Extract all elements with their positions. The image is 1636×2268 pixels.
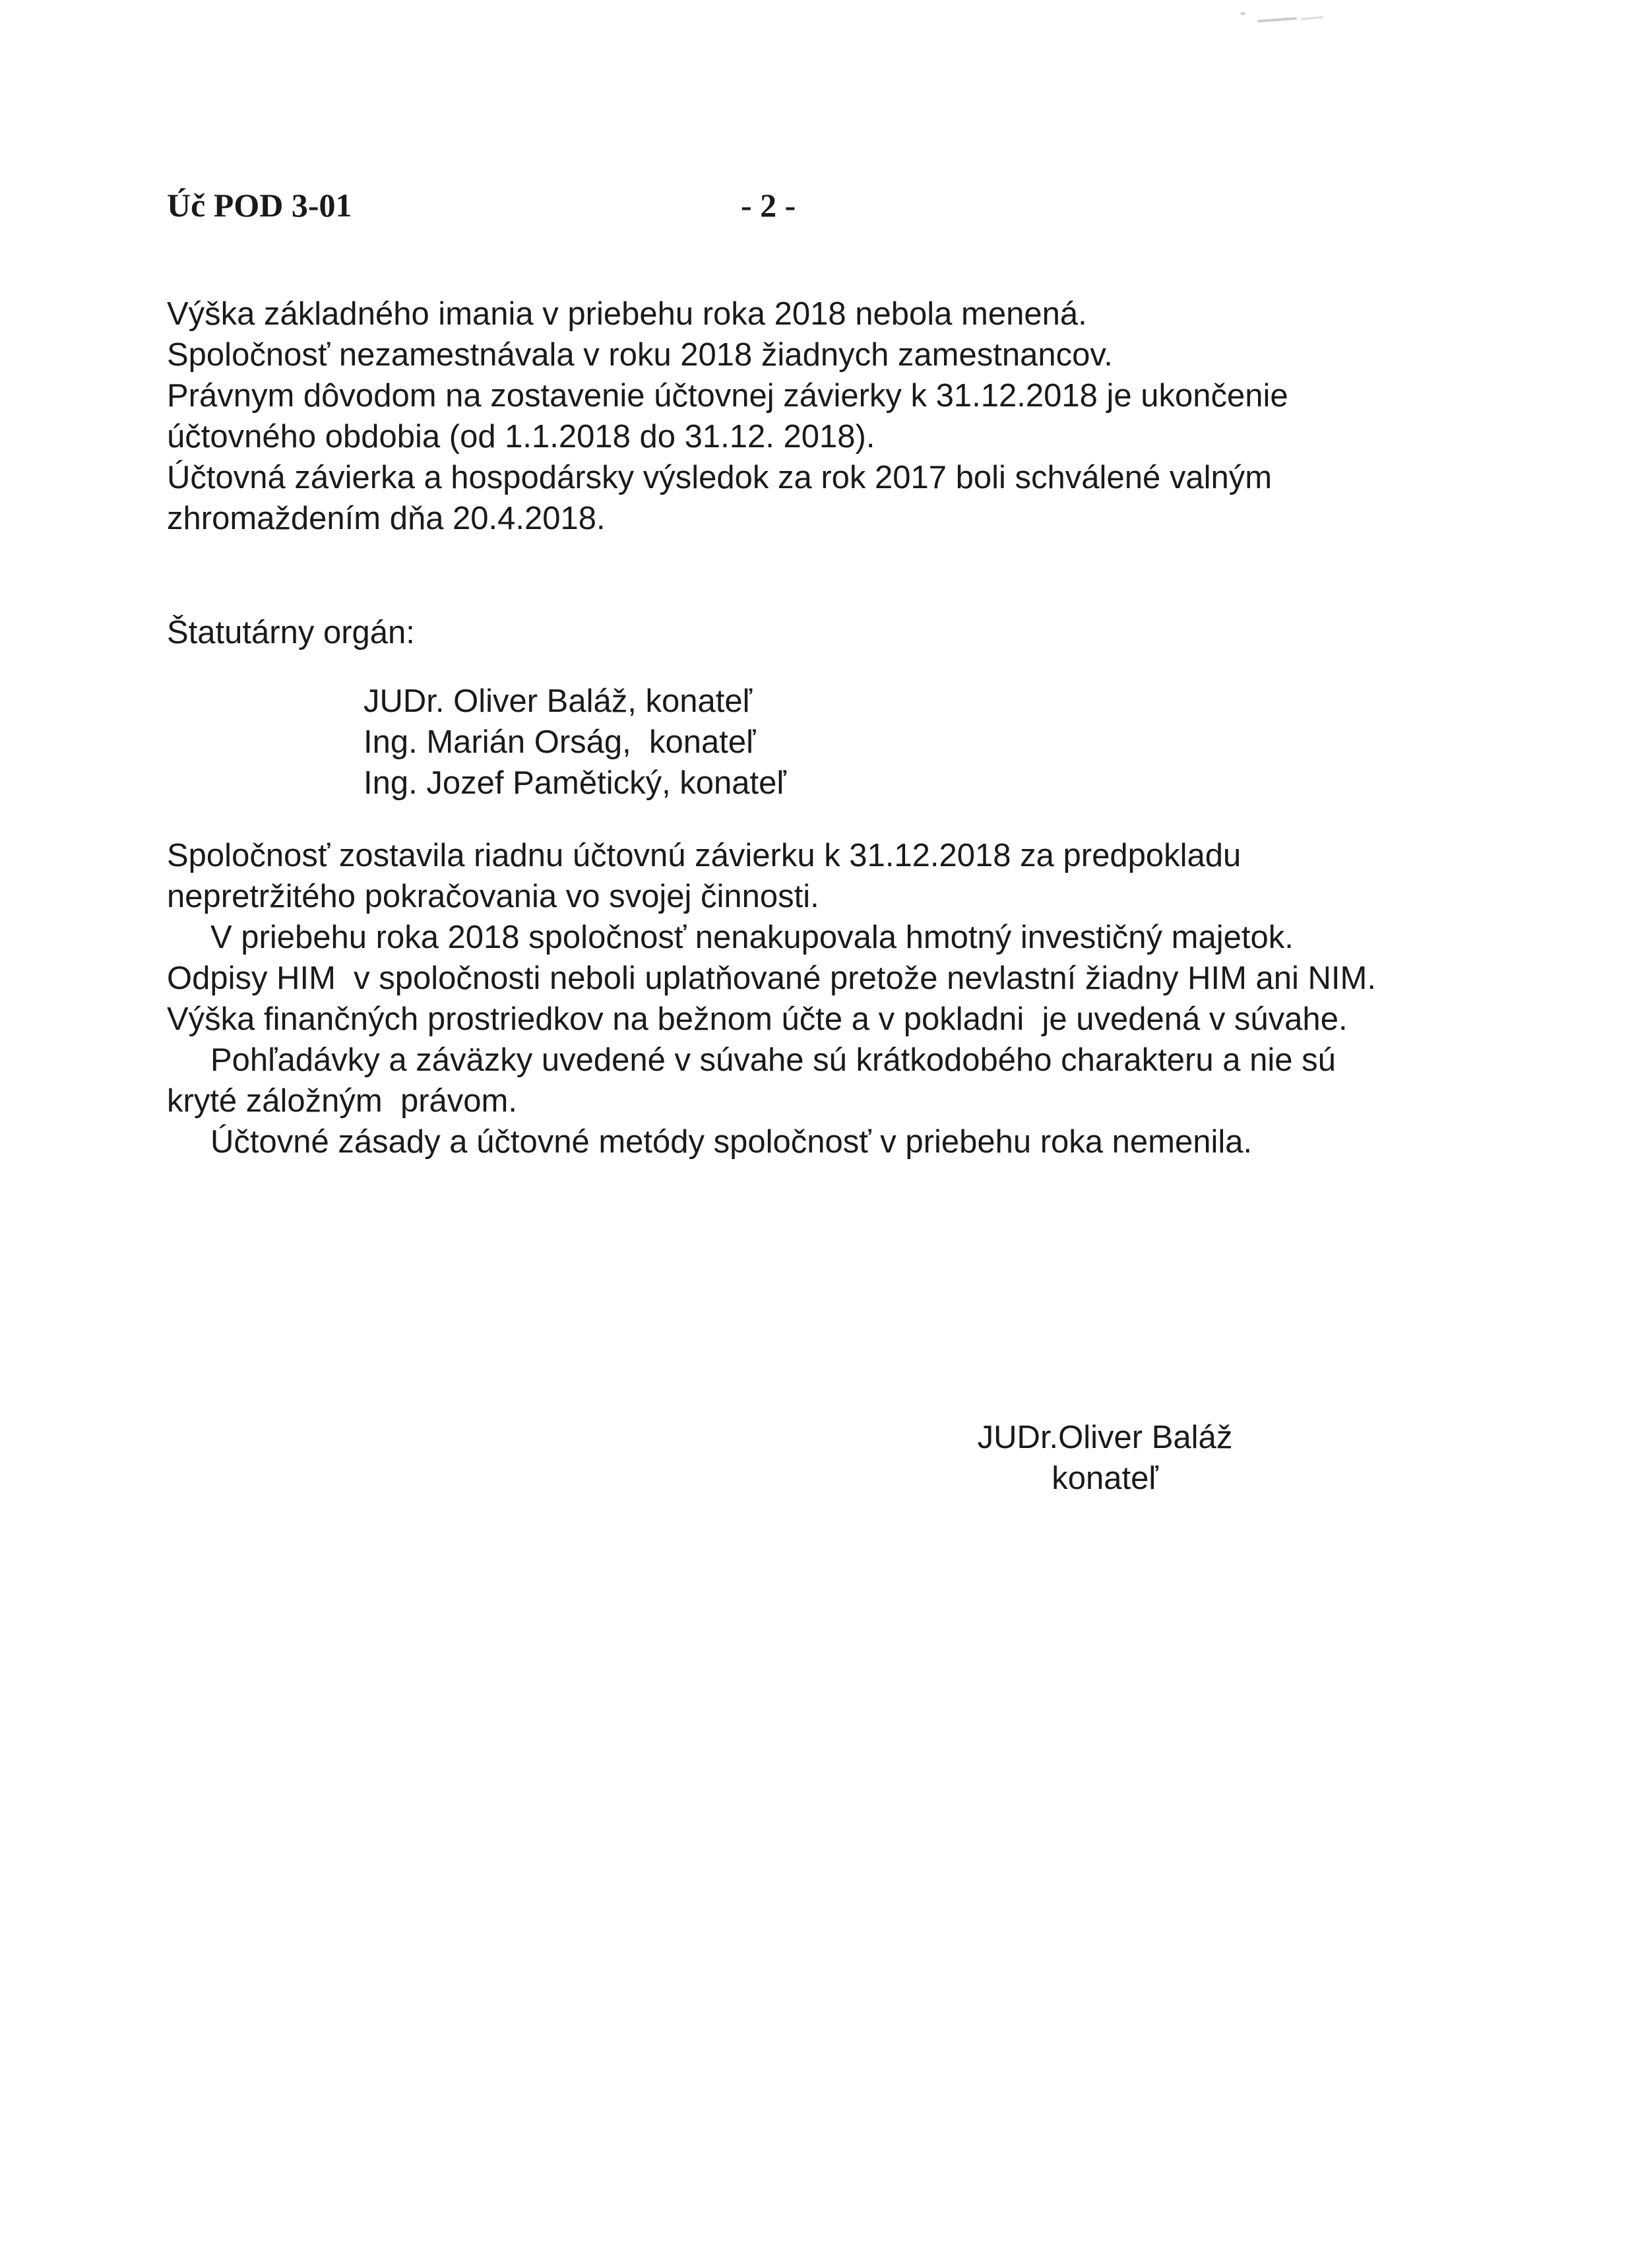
statutory-member: Ing. Marián Orság, konateľ [363,724,756,760]
signature-name: JUDr.Oliver Baláž [977,1420,1233,1455]
page-number: - 2 - [741,187,796,224]
intro-paragraph [167,294,1460,539]
notes-line: Účtovné zásady a účtovné metódy spoločnosť v priebehu roka nemenila. [210,1124,1253,1160]
notes-line: Odpisy HIM v spoločnosti neboli uplatňované pretože nevlastní žiadny HIM ani NIM. [167,961,1376,996]
intro-line: účtovného obdobia (od 1.1.2018 do 31.12. 2018). [167,419,875,455]
statutory-body-heading: Štatutárny orgán: [167,615,415,650]
intro-line: Účtovná závierka a hospodársky výsledok za rok 2017 boli schválené valným [167,460,1273,495]
notes-line: kryté záložným právom. [167,1083,517,1119]
signature-block [963,1417,1247,1499]
intro-line: Právnym dôvodom na zostavenie účtovnej závierky k 31.12.2018 je ukončenie [167,378,1288,414]
notes-paragraph [167,835,1486,1162]
notes-line: V priebehu roka 2018 spoločnosť nenakupovala hmotný investičný majetok. [210,920,1294,955]
intro-line: Spoločnosť nezamestnávala v roku 2018 žiadnych zamestnancov. [167,337,1113,373]
notes-line: Výška finančných prostriedkov na bežnom účte a v pokladni je uvedená v súvahe. [167,1001,1348,1037]
notes-line: Spoločnosť zostavila riadnu účtovnú závierku k 31.12.2018 za predpokladu [167,838,1242,873]
scan-artifact [1240,9,1326,29]
statutory-members-list [363,681,786,803]
statutory-member: Ing. Jozef Pamětický, konateľ [363,765,786,801]
notes-line: nepretržitého pokračovania vo svojej činnosti. [167,879,819,914]
notes-line: Pohľadávky a záväzky uvedené v súvahe sú krátkodobého charakteru a nie sú [210,1042,1336,1078]
intro-line: Výška základného imania v priebehu roka 2018 nebola menená. [167,296,1087,332]
statutory-member: JUDr. Oliver Baláž, konateľ [363,683,752,719]
intro-line: zhromaždením dňa 20.4.2018. [167,501,606,536]
signature-title: konateľ [1052,1461,1158,1496]
form-code: Úč POD 3-01 [167,187,352,224]
